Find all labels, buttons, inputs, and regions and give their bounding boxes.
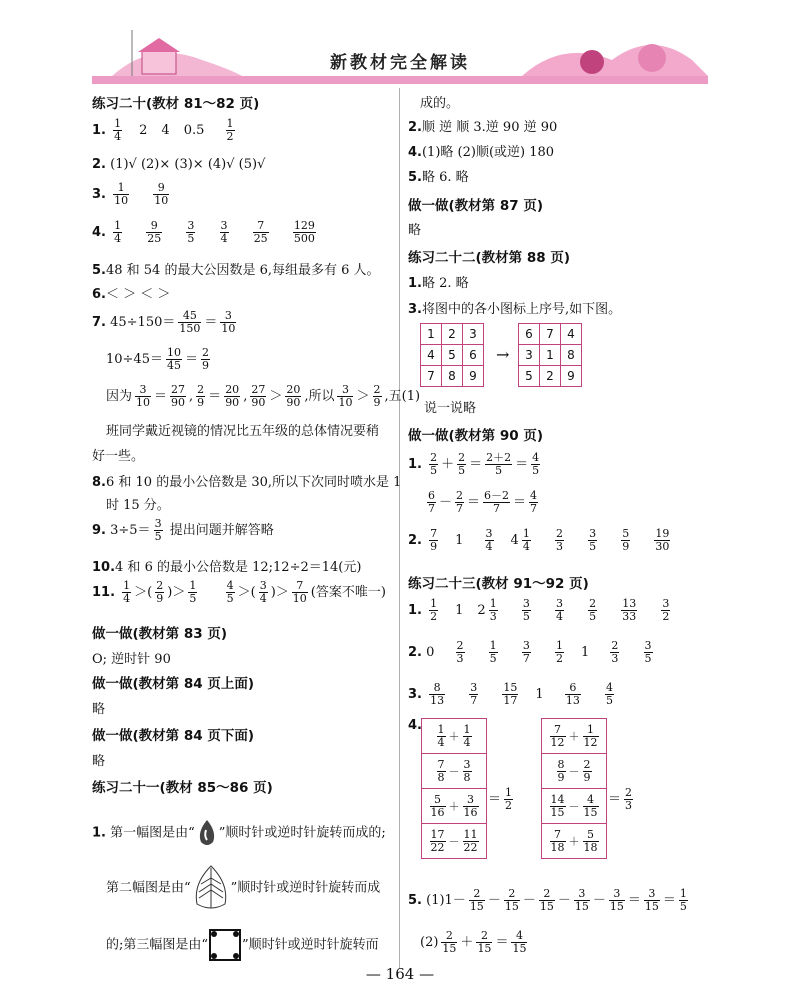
answer-1: 1. $\frac{1}{4}$ 2 4 0.5 $\frac{1}{2}$	[92, 117, 234, 143]
answer-3: 3. $\frac{8}{13}$ $\frac{3}{7}$ $\frac{15}{17}$ 1 $\frac{6}{13}$ $\frac{4}{5}$	[408, 681, 613, 707]
section-title: 练习二十二(教材第 88 页)	[408, 250, 571, 266]
answer-6: 6.＜ ＞ ＜ ＞	[92, 287, 171, 302]
answer-10: 10.4 和 6 的最小公倍数是 12;12÷2＝14(元)	[92, 560, 362, 575]
page-header-title: 新教材完全解读	[330, 53, 470, 73]
section-title: 练习二十(教材 81～82 页)	[92, 96, 260, 112]
section-title: 练习二十一(教材 85～86 页)	[92, 780, 273, 796]
answer-2: 2. (1)√ (2)× (3)× (4)√ (5)√	[92, 157, 266, 172]
answer-2-3: 2.顺 逆 顺 3.逆 90 逆 90	[408, 120, 558, 135]
square-dots-icon	[208, 928, 242, 962]
column-divider	[399, 88, 400, 968]
answer-5: 5.48 和 54 的最大公因数是 6,每组最多有 6 人。	[92, 263, 380, 278]
answer-text: 略	[408, 223, 422, 238]
answer-1-rotation-2: 第二幅图是由“ ”顺时针或逆时针旋转而成	[106, 864, 380, 912]
arrow-icon: →	[496, 345, 510, 364]
answer-1-addition: 1. $\frac{2}{5}$ ＋ $\frac{2}{5}$ ＝ $\frac{2+2}{5}$ ＝ $\frac{4}{5}$	[408, 451, 540, 477]
flame-shape-icon	[195, 818, 219, 848]
answer-text: 略	[92, 754, 106, 769]
answer-7-line2: 10÷45＝ $\frac{10}{45}$ ＝ $\frac{2}{9}$	[106, 346, 209, 372]
section-title: 做一做(教材第 90 页)	[408, 428, 544, 444]
answer-1-rotation: 1. 第一幅图是由“ ”顺时针或逆时针旋转而成的;	[92, 818, 386, 848]
answer-8-line1: 8.6 和 10 的最小公倍数是 30,所以下次同时喷水是 1	[92, 475, 402, 490]
answer-7-line3: 因为 $\frac{3}{10}$ ＝ $\frac{27}{90}$ , $\frac{2}{9}$ ＝ $\frac{20}{90}$ , $\frac{27}{90}$ ＞ $\frac{20}{90}$ ,所以 $\frac{3}{10}$ ＞ $\frac{2}{9}$ ,五(1)	[106, 383, 421, 409]
answer-7-line4: 班同学戴近视镜的情况比五年级的总体情况要稍	[106, 424, 380, 439]
answer-1-2: 1.略 2. 略	[408, 276, 469, 291]
answer-9: 9. 3÷5＝ $\frac{3}{5}$ 提出问题并解答略	[92, 517, 274, 543]
answer-2: 2. 0 $\frac{2}{3}$ $\frac{1}{5}$ $\frac{3}{7}$ $\frac{1}{2}$ 1 $\frac{2}{3}$ $\frac{3}{5}$	[408, 639, 652, 665]
answer-1-subtraction: $\frac{6}{7}$ － $\frac{2}{7}$ ＝ $\frac{6-2}{7}$ ＝ $\frac{4}{7}$	[428, 489, 538, 515]
answer-5-6: 5.略 6. 略	[408, 170, 469, 185]
answer-text: O; 逆时针 90	[92, 652, 171, 667]
answer-5-line1: 5. (1)1－ $\frac{2}{15}$ － $\frac{2}{15}$ － $\frac{2}{15}$ － $\frac{3}{15}$ － $\frac{3}{15}$ ＝ $\frac{3}{15}$ ＝ $\frac{1}{5}$	[408, 887, 687, 913]
answer-4-label: 4.	[408, 718, 422, 733]
equals-half: ＝ $\frac{1}{2}$	[488, 786, 513, 812]
answer-8-line2: 时 15 分。	[106, 498, 170, 513]
fraction-box-right: 7 12 ＋ 1 12 8 9 － 2 9 14 15 － 4 15 7 18 ＋ 5 18	[541, 718, 607, 859]
number-grid-original: 1 2 3 4 5 6 7 8 9	[420, 323, 484, 387]
section-title: 做一做(教材第 87 页)	[408, 198, 544, 214]
answer-text: 略	[92, 702, 106, 717]
fraction-box-left: 1 4 ＋ 1 4 7 8 － 3 8 5 16 ＋ 3 16 17 22 － 11 22	[421, 718, 487, 859]
answer-3: 3. $\frac{1}{10}$ $\frac{9}{10}$	[92, 181, 169, 207]
section-title: 做一做(教材第 84 页下面)	[92, 728, 255, 744]
section-title: 做一做(教材第 83 页)	[92, 626, 228, 642]
answer-text: 说一说略	[424, 401, 477, 416]
answer-1-rotation-3: 的;第三幅图是由“ ”顺时针或逆时针旋转而	[106, 928, 379, 962]
answer-3: 3.将图中的各小图标上序号,如下图。	[408, 302, 622, 317]
leaf-shape-icon	[191, 864, 231, 912]
answer-4: 4. $\frac{1}{4}$ $\frac{9}{25}$ $\frac{3}{5}$ $\frac{3}{4}$ $\frac{7}{25}$ $\frac{129}{500}$	[92, 219, 315, 245]
equals-two-thirds: ＝ $\frac{2}{3}$	[608, 786, 633, 812]
answer-2: 2. $\frac{7}{9}$ 1 $\frac{3}{4}$ 4 $\frac{1}{4}$ $\frac{2}{3}$ $\frac{3}{5}$ $\frac{5}{9}$ $\frac{19}{30}$	[408, 527, 670, 553]
answer-5-line2: (2) $\frac{2}{15}$ ＋ $\frac{2}{15}$ ＝ $\frac{4}{15}$	[420, 929, 527, 955]
header-rule	[92, 76, 708, 84]
section-title: 做一做(教材第 84 页上面)	[92, 676, 255, 692]
section-title: 练习二十三(教材 91～92 页)	[408, 576, 589, 592]
answer-1: 1. $\frac{1}{2}$ 1 2 $\frac{1}{3}$ $\frac{3}{5}$ $\frac{3}{4}$ $\frac{2}{5}$ $\frac{13}{33}$ $\frac{3}{2}$	[408, 597, 670, 623]
answer-7-line1: 7. 45÷150＝ $\frac{45}{150}$ ＝ $\frac{3}{10}$	[92, 309, 236, 335]
answer-4: 4.(1)略 (2)顺(或逆) 180	[408, 145, 555, 160]
answer-text: 成的。	[420, 96, 460, 111]
page-header-banner	[92, 20, 708, 82]
number-grid-rotated: 6 7 4 3 1 8 5 2 9	[518, 323, 582, 387]
answer-7-line5: 好一些。	[92, 449, 145, 464]
answer-11: 11. $\frac{1}{4}$ ＞( $\frac{2}{9}$ )＞ $\frac{1}{5}$ $\frac{4}{5}$ ＞( $\frac{3}{4}$ )＞ $\frac{7}{10}$ (答案不唯一)	[92, 579, 386, 605]
page-number: — 164 —	[365, 965, 435, 983]
